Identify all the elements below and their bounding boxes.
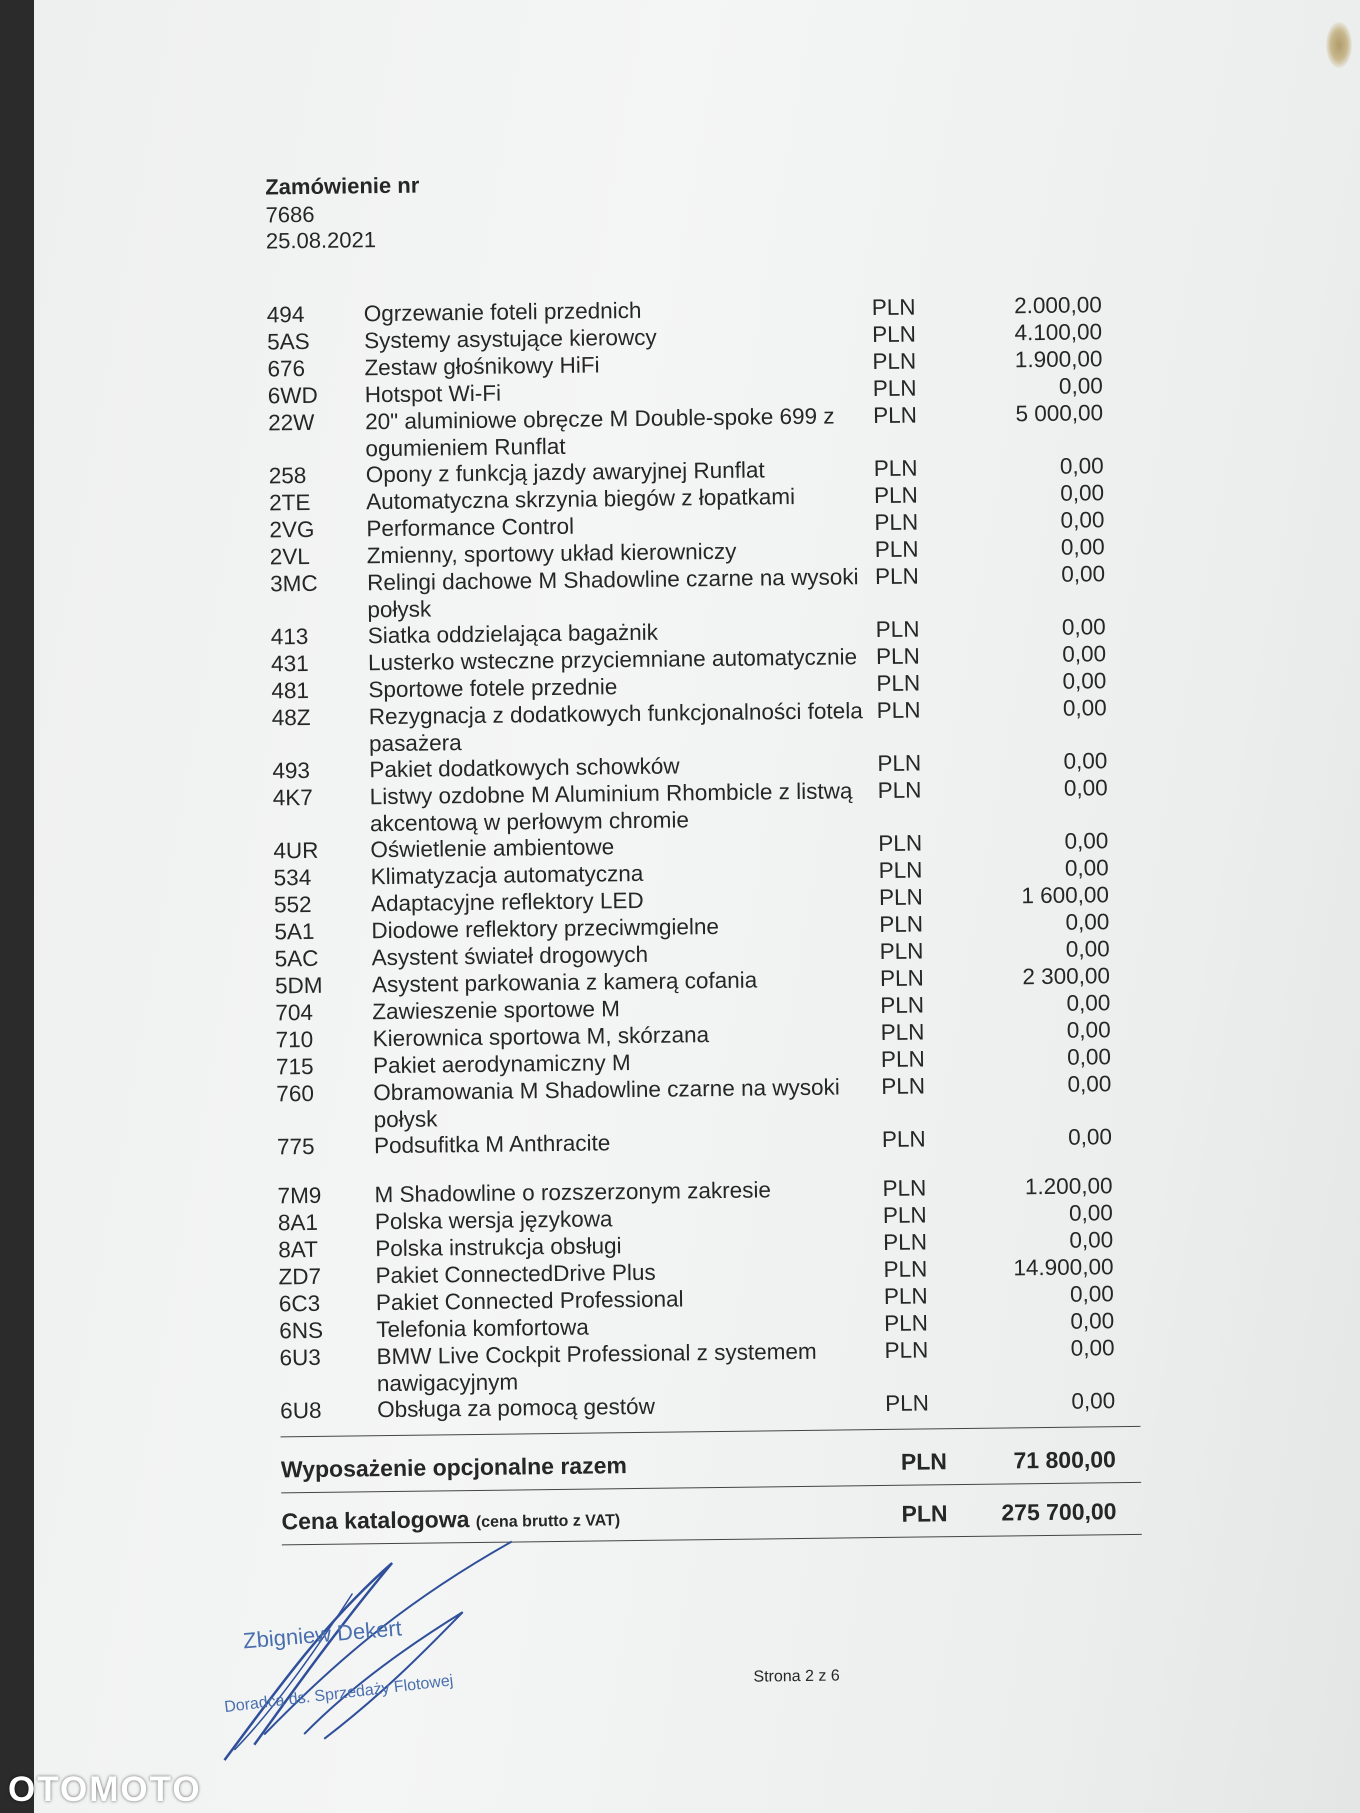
option-amount: 0,00 [1062,695,1107,721]
option-name: Hotspot Wi-Fi [364,380,502,408]
option-code: 704 [275,999,314,1026]
divider-top [281,1426,1141,1438]
option-name: Klimatyzacja automatyczna [370,860,644,890]
option-amount: 0,00 [1062,668,1107,694]
option-amount: 0,00 [1059,453,1104,479]
option-amount: 0,00 [1070,1335,1115,1361]
option-currency: PLN [881,1073,926,1099]
option-currency: PLN [875,616,920,643]
option-currency: PLN [882,1175,927,1201]
option-amount: 0,00 [1063,748,1108,774]
option-code: 6U8 [280,1397,322,1424]
option-code: 6NS [279,1317,324,1344]
catalog-price-label-group [281,1504,620,1535]
option-code: 494 [266,301,305,328]
option-amount: 0,00 [1069,1281,1114,1307]
option-name: Polska instrukcja obsługi [375,1233,622,1262]
option-amount: 0,00 [1062,641,1107,667]
option-amount: 0,00 [1064,855,1109,881]
document-sheet [34,0,1360,1813]
option-name: Kierownica sportowa M, skórzana [372,1022,710,1052]
option-name: Obsługa za pomocą gestów [377,1393,656,1423]
option-amount: 14.900,00 [1013,1254,1114,1281]
option-code: 2VL [269,543,310,570]
option-code: 775 [276,1133,315,1160]
option-code: 710 [275,1026,314,1053]
option-code: 5DM [274,972,323,999]
option-name: Pakiet ConnectedDrive Plus [375,1259,656,1289]
option-name: Ogrzewanie foteli przednich [363,297,642,327]
option-code: 6C3 [278,1290,321,1317]
option-name: M Shadowline o rozszerzonym zakresie [374,1177,772,1208]
option-amount: 0,00 [1065,909,1110,935]
option-name: Relingi dachowe M Shadowline czarne na wysoki połysk [366,564,859,622]
option-amount: 0,00 [1070,1308,1115,1334]
option-amount: 0,00 [1071,1388,1116,1414]
option-amount: 1.900,00 [1014,346,1103,373]
option-name: Pakiet dodatkowych schowków [369,753,680,783]
option-name: Zestaw głośnikowy HiFi [364,352,600,381]
order-number-value: 7686 [265,201,315,228]
option-name: Rezygnacja z dodatkowych funkcjonalności fotela pasażera [368,698,863,756]
option-code: 431 [270,650,309,677]
option-amount: 0,00 [1066,990,1111,1016]
options-total-currency: PLN [900,1448,948,1475]
option-name: Asystent parkowania z kamerą cofania [371,967,758,998]
option-name: Siatka oddzielająca bagażnik [367,619,659,649]
option-name: 20" aluminiowe obręcze M Double-spoke 699 z ogumieniem Runflat [364,403,835,461]
option-name: Telefonia komfortowa [376,1314,589,1343]
option-currency: PLN [872,375,917,402]
option-code: 493 [272,757,311,784]
option-amount: 0,00 [1058,373,1103,399]
option-code: 481 [271,677,310,704]
option-code: 8AT [278,1236,319,1263]
option-code: ZD7 [278,1263,322,1290]
option-name: Performance Control [366,513,575,542]
option-amount: 0,00 [1060,480,1105,506]
document-content [34,0,1360,1813]
option-name: Opony z funkcją jazdy awaryjnej Runflat [365,457,765,488]
option-code: 552 [273,891,312,918]
option-code: 22W [267,409,315,436]
option-code: 676 [267,355,306,382]
option-code: 5AC [274,945,319,972]
option-amount: 0,00 [1067,1124,1113,1150]
option-name: Podsufitka M Anthracite [373,1130,611,1159]
option-currency: PLN [878,884,923,911]
option-name: Lusterko wsteczne przyciemniane automatycznie [367,644,858,676]
option-code: 5AS [267,328,310,355]
option-currency: PLN [876,697,921,724]
option-currency: PLN [879,938,924,965]
divider-middle [281,1482,1141,1494]
options-total-row [280,1446,1141,1483]
option-currency: PLN [874,536,919,563]
option-amount: 0,00 [1061,614,1106,640]
option-amount: 0,00 [1068,1200,1114,1226]
option-name: Zmienny, sportowy układ kierowniczy [366,538,737,569]
option-code: 4UR [273,837,319,864]
option-code: 3MC [269,570,318,597]
otomoto-watermark: OTOMOTO [8,1770,202,1809]
option-code: 8A1 [277,1209,319,1236]
option-code: 6WD [267,382,318,409]
option-name: Zawieszenie sportowe M [372,996,621,1025]
option-name: Systemy asystujące kierowcy [363,324,657,354]
signature-role: Doradca ds. Sprzedaży Flotowej [223,1672,455,1717]
catalog-price-row [281,1498,1141,1535]
option-code: 258 [268,462,307,489]
option-name: Polska wersja językowa [374,1206,613,1235]
option-amount: 0,00 [1069,1227,1114,1253]
option-currency: PLN [881,1126,926,1152]
option-currency: PLN [871,294,916,321]
option-amount: 5 000,00 [1015,400,1104,427]
option-amount: 1 600,00 [1021,882,1110,909]
options-total-amount: 71 800,00 [1013,1446,1117,1474]
option-currency: PLN [877,750,922,777]
catalog-price-label: Cena katalogowa [281,1506,470,1535]
option-currency: PLN [879,911,924,938]
option-currency: PLN [871,321,917,348]
signature-name: Zbigniew Dekert [242,1615,403,1654]
option-currency: PLN [883,1229,928,1255]
option-currency: PLN [880,1046,925,1072]
option-currency: PLN [884,1337,929,1363]
option-amount: 0,00 [1067,1071,1112,1097]
option-amount: 0,00 [1060,507,1105,533]
option-currency: PLN [880,1019,925,1045]
option-currency: PLN [874,563,919,590]
option-currency: PLN [878,857,923,884]
option-amount: 0,00 [1060,534,1105,560]
option-currency: PLN [879,965,924,991]
option-code: 4K7 [272,784,313,811]
option-currency: PLN [872,402,918,429]
option-currency: PLN [872,348,917,375]
option-currency: PLN [882,1202,927,1228]
option-currency: PLN [873,455,918,482]
options-list [267,292,1141,1425]
option-code: 2TE [268,489,311,516]
option-name: Adaptacyjne reflektory LED [370,887,644,917]
option-amount: 1.200,00 [1024,1173,1113,1200]
option-name: Diodowe reflektory przeciwmgielne [371,913,720,944]
option-name: Automatyczna skrzynia biegów z łopatkami [365,484,796,515]
option-name: Obramowania M Shadowline czarne na wysoki połysk [373,1074,840,1132]
option-code: 2VG [269,516,315,543]
option-currency: PLN [883,1256,928,1282]
option-amount: 0,00 [1064,828,1109,854]
option-amount: 0,00 [1067,1044,1112,1070]
option-name: Pakiet aerodynamiczny M [372,1050,631,1079]
option-name: Asystent świateł drogowych [371,941,649,971]
page-number: Strona 2 z 6 [753,1667,840,1686]
option-currency: PLN [878,830,923,857]
options-total-label: Wyposażenie opcjonalne razem [280,1452,628,1483]
catalog-price-note: (cena brutto z VAT) [475,1512,621,1531]
option-currency: PLN [883,1283,928,1309]
option-amount: 0,00 [1061,561,1106,587]
option-code: 5A1 [274,918,315,945]
option-amount: 0,00 [1066,1017,1111,1043]
option-amount: 4.100,00 [1014,319,1103,346]
option-name: Sportowe fotele przednie [368,674,618,703]
option-name: Oświetlenie ambientowe [370,834,615,863]
option-code: 715 [275,1053,314,1080]
option-currency: PLN [884,1310,929,1336]
option-currency: PLN [885,1390,930,1416]
option-amount: 2 300,00 [1022,963,1111,990]
option-code: 413 [270,623,309,650]
option-currency: PLN [875,643,920,670]
option-currency: PLN [880,992,925,1018]
option-currency: PLN [874,509,919,536]
document-title: Zamówienie nr [265,172,420,200]
option-code: 760 [276,1080,315,1107]
option-currency: PLN [877,777,922,804]
option-name: BMW Live Cockpit Professional z systemem nawigacyjnym [376,1338,817,1396]
date-value: 25.08.2021 [265,227,377,254]
option-amount: 0,00 [1063,775,1108,801]
option-currency: PLN [873,482,919,509]
option-code: 6U3 [279,1344,321,1371]
catalog-price-currency: PLN [901,1500,948,1527]
option-name: Listwy ozdobne M Aluminium Rhombicle z listwą akcentową w perłowym chromie [369,778,853,836]
catalog-price-amount: 275 700,00 [1001,1498,1117,1526]
option-code: 48Z [271,704,311,731]
option-code: 7M9 [277,1182,322,1209]
option-amount: 0,00 [1065,936,1110,962]
option-name: Pakiet Connected Professional [375,1286,684,1316]
option-amount: 2.000,00 [1014,292,1102,319]
option-currency: PLN [876,670,921,697]
option-code: 534 [273,864,312,891]
